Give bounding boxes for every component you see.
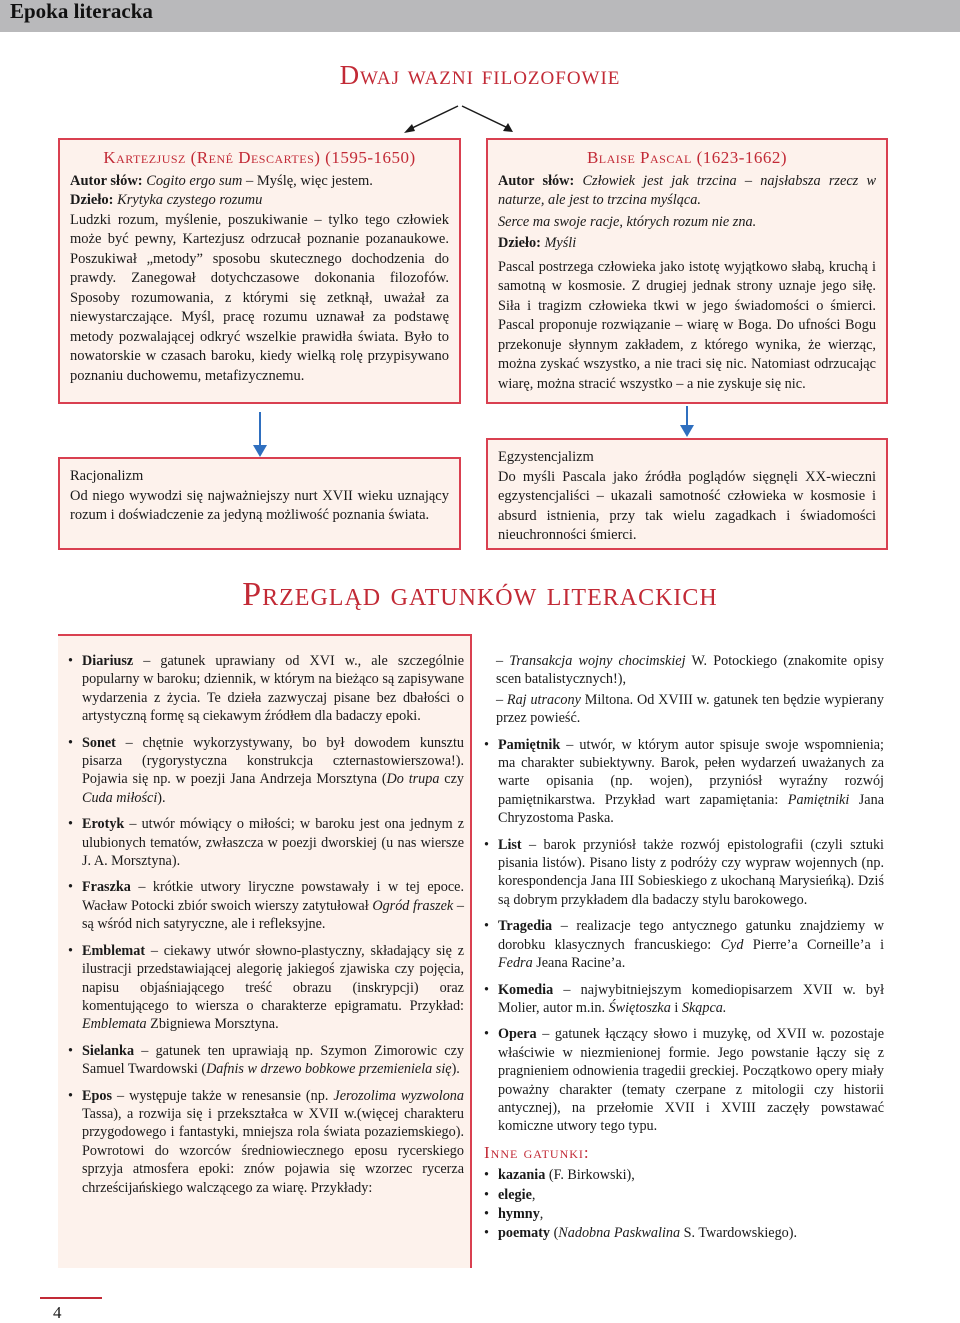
work-title: Do trupa <box>386 771 440 788</box>
genre-term: hymny <box>498 1205 540 1222</box>
genre-text: – najwybitniejszym komediopisarzem XVII w. był Molier, autor m.in. <box>498 981 885 1016</box>
genre-term: Erotyk <box>82 816 125 833</box>
genre-text: Pierre’a Corneille’a i <box>743 936 885 953</box>
genre-text: (F. Birkowski), <box>545 1167 635 1184</box>
dash: – <box>496 653 510 669</box>
genre-text: i <box>670 999 682 1016</box>
descartes-body: Ludzki rozum, myślenie, poszukiwanie – tylko tego człowiek może być pewny, Kartezjusz odrzucał poznanie pozanaukowe. Poszukiwał „metody” sposobu skutecznego dochodzenia do prawdy. Zanegował dotychczasowe dokonania filozofów. Sposoby rozumowania, z którymi się zetknął, uważał za niewystarczające. Myśl, pracę rozumu uznawał za podstawę metody pozwalającej odkryć wszelkie prawidła świata. Było to nowatorskie w czasach baroku, kiedy wielką rolę przypisywano poznaniu duchowemu, metafizycznemu. <box>70 211 449 384</box>
genre-fraszka <box>68 878 464 933</box>
genre-text: – utwór, w którym autor spisuje swoje wspomnienia; ma charakter subiektywny. Barok, pełen wydarzeń uważanych za warte opisania (np. wojen), przyniósł wyraźny rozwój pamiętnikarstwa. Przykład wart zapamiętania: <box>498 736 884 808</box>
work-title: Emblemata <box>82 1016 147 1033</box>
other-genre-item <box>484 1224 884 1242</box>
genre-text: W. Potockiego (znakomite opisy scen batalistycznych!), <box>496 653 884 688</box>
pascal-author-label: Autor słów: <box>498 172 575 189</box>
epos-example-1 <box>484 652 884 689</box>
genre-text: ). <box>451 1061 460 1078</box>
work-title: Ogród fraszek <box>372 897 454 914</box>
genre-text: Jeana Racine’a. <box>532 955 626 972</box>
other-genre-item <box>484 1186 884 1204</box>
genre-pamietnik <box>484 736 884 828</box>
work-title: Skąpca. <box>681 999 727 1016</box>
genre-term: Tragedia <box>498 918 553 935</box>
page-number: 4 <box>53 1303 62 1322</box>
work-title: Cyd <box>720 936 744 953</box>
existentialism-box <box>486 438 888 550</box>
genre-text: Zbigniewa Morsztyna. <box>146 1016 279 1033</box>
pascal-quote: Człowiek jest jak trzcina – najsłabsza rzecz w naturze, ale jest to trzcina myśląca. <box>498 172 877 208</box>
genre-opera <box>484 1025 884 1135</box>
descartes-work-label: Dzieło: <box>70 192 114 208</box>
genre-text: S. Twardowskiego). <box>680 1225 798 1242</box>
other-genres-title: Inne gatunki: <box>484 1142 590 1162</box>
genre-emblemat <box>68 942 464 1034</box>
descartes-box <box>58 138 461 404</box>
genre-term: Epos <box>82 1087 112 1104</box>
work-title: Pamiętniki <box>787 791 850 808</box>
genre-text: , <box>531 1186 536 1203</box>
genre-text: ( <box>550 1225 559 1242</box>
connector-arrows <box>0 0 960 160</box>
genre-term: poematy <box>498 1225 551 1242</box>
pascal-quote-2: Serce ma swoje racje, których rozum nie zna. <box>498 213 757 230</box>
genre-tragedia <box>484 917 884 972</box>
genre-text: – barok przyniósł także rozwój epistolografii (czyli sztuki pisania listów). Pisano listy z podróży czy wypraw wojennych (np. korespondencja Jana III Sobieskiego z ukochaną Marysieńką). Dziś są dobrym przykładem dla badaczy stylu barokowego. <box>498 836 884 908</box>
genre-text: – ciekawy utwór słowno-plastyczny, składający się z ilustracji przedstawiającej alegorię jakiegoś zjawiska czy pojęcia, napisu objaśniającego treść obrazu (inskrypcji) oraz komentującego to wiersza o charakterze epigramatu. Przykład: <box>82 942 465 1014</box>
work-title: Dafnis w drzewo bobkowe przemieniela się <box>206 1061 452 1078</box>
genre-text: – chętnie wykorzystywany, bo był dowodem kunsztu pisarza (rygorystyczna konstrukcja czternastowierszowa!). Pojawia się np. w poezji Jana Andrzeja Morsztyna ( <box>82 734 465 788</box>
genres-right-column <box>484 652 884 1244</box>
genre-term: Sonet <box>82 734 116 751</box>
genre-term: Opera <box>498 1026 537 1043</box>
descartes-author-label: Autor słów: <box>70 172 143 189</box>
genre-term: Fraszka <box>82 879 131 896</box>
genre-term: Komedia <box>498 981 554 998</box>
genre-komedia <box>484 981 884 1018</box>
work-title: Transakcja wojny chocimskiej <box>509 653 686 669</box>
genre-text: czy <box>439 771 464 788</box>
rationalism-body: Od niego wywodzi się najważniejszy nurt XVII wieku uznający rozum i doświadczenie za jedyną możliwość poznania świata. <box>70 487 449 523</box>
blue-arrow-right <box>677 406 697 438</box>
genre-epos <box>68 1087 464 1197</box>
blue-arrow-left <box>250 412 270 458</box>
genre-text: – są wśród nich satyryczne, ale i refleksyjne. <box>82 897 464 933</box>
work-title: Świętoszka <box>608 999 671 1016</box>
other-genre-item <box>484 1205 884 1223</box>
genre-text: – krótkie utwory liryczne powstawały i w tej epoce. Wacław Potocki zbiór swoich wierszy zatytułował <box>82 879 464 914</box>
descartes-quote-translation: – Myślę, więc jestem. <box>246 172 373 189</box>
work-title: Nadobna Paskwalina <box>558 1225 681 1242</box>
genre-erotyk <box>68 815 464 870</box>
rationalism-title: Racjonalizm <box>70 468 144 484</box>
genre-text: Miltona. Od XVIII w. gatunek ten będzie wypierany przez powieść. <box>496 691 884 727</box>
dash: – <box>496 691 507 708</box>
genre-term: elegie <box>498 1186 532 1203</box>
work-title: Raj utracony <box>506 691 581 708</box>
genre-text: Jana Chryzostoma Paska. <box>498 791 884 827</box>
descartes-quote: Cogito ergo sum <box>146 172 243 189</box>
genre-sielanka <box>68 1042 464 1079</box>
descartes-title: Kartezjusz (René Descartes) (1595-1650) <box>103 148 416 167</box>
genre-text: – gatunek uprawiany od XVI w., ale szczególnie popularny w baroku; dziennik, w którym na bieżąco są zapisywane wydarzenia z życia. Te dzieła zazwyczaj pisane bez dbałości o artystyczną formę są ciekawym źródłem dla badaczy epoki. <box>82 653 464 725</box>
pascal-box <box>486 138 888 404</box>
pascal-work-title: Myśli <box>544 235 577 251</box>
genre-text: – realizacje tego antycznego gatunku znajdziemy w dorobku klasycznych francuskiego: <box>498 918 885 953</box>
descartes-work-title: Krytyka czystego rozumu <box>117 192 263 208</box>
genre-term: Diariusz <box>82 653 134 669</box>
genre-list <box>484 836 884 910</box>
genre-term: kazania <box>498 1167 546 1184</box>
section-title-philosophers: Dwaj wazni filozofowie <box>339 60 621 90</box>
pascal-body: Pascal postrzega człowieka jako istotę wyjątkowo słabą, kruchą i samotną w kosmosie. Z drugiej jednak strony uznaje jego siłę. Siła i tragizm człowieka tkwi w jego świadomości o śmierci. Pascal proponuje rozwiązanie – wiarę w Boga. Do ufności Bogu przekonuje słynnym zakładem, z którego wynika, że wierząc, można zyskać wszystko, a nie traci się nic. Natomiast odrzucając wiarę, można stracić wszystko – a nie zyskuje się nic. <box>498 258 876 392</box>
existentialism-body: Do myśli Pascala jako źródła poglądów sięgnęli XX-wieczni egzystencjaliści – ukazali samotność człowieka w kosmosie i absurd istnienia, przy tak wielu zagadkach i świadomości nieuchronności śmierci. <box>498 468 876 543</box>
work-title: Jerozolima wyzwolona <box>333 1087 464 1104</box>
genre-text: , <box>539 1205 544 1222</box>
epos-example-2 <box>484 691 884 728</box>
other-genre-item <box>484 1166 884 1184</box>
genre-term: Emblemat <box>82 942 146 959</box>
genre-term: Pamiętnik <box>498 736 561 753</box>
section-title-genres: Przegląd gatunków literackich <box>242 576 718 613</box>
page-number-rule <box>40 1297 102 1299</box>
existentialism-title: Egzystencjalizm <box>498 449 594 465</box>
work-title: Cuda miłości <box>82 789 158 806</box>
pascal-work-label: Dzieło: <box>498 235 541 251</box>
genre-sonet <box>68 734 464 808</box>
genre-term: List <box>498 836 522 853</box>
rationalism-box <box>58 457 461 550</box>
genre-text: – występuje także w renesansie (np. <box>116 1087 334 1104</box>
work-title: Fedra <box>498 955 533 972</box>
genre-text: ). <box>157 789 166 806</box>
genre-term: Sielanka <box>82 1042 135 1059</box>
genre-text: Tassa), a rozwija się i przekształca w XVII w.(więcej charakteru przygodowego i fantastyki, mniejsza rola świata pozaziemskiego). Powrotowi do wzorców średniowiecznego eposu rycerskiego sprzyja atmosfera epoki: znów pojawia się wzorzec rycerza chrześcijańskiego walczącego za wiarę. Przykłady: <box>82 1105 464 1196</box>
page-header-title: Epoka literacka <box>10 0 153 23</box>
genre-text: – gatunek łączący słowo i muzykę, od XVII w. pozostaje właściwie w niezmienionej formie. Jego powstanie łączy się z pragnieniem odnowienia tragedii greckiej. Początkowo opery miały poważny charakter (tematy czerpane z mitologii czy historii antycznej), na przełomie XVII i XVIII zaczęły powstawać komiczne utwory tego typu. <box>498 1026 885 1135</box>
genre-diariusz <box>68 652 464 726</box>
genre-text: – gatunek ten uprawiają np. Szymon Zimorowic czy Samuel Twardowski ( <box>82 1042 464 1078</box>
genre-text: – utwór mówiący o miłości; w baroku jest ona jednym z ulubionych tematów, zwłaszcza w poezji dworskiej (u nas wiersze J. A. Morsztyna). <box>82 816 464 870</box>
genres-left-column <box>68 652 464 1205</box>
pascal-title: Blaise Pascal (1623-1662) <box>586 148 788 167</box>
